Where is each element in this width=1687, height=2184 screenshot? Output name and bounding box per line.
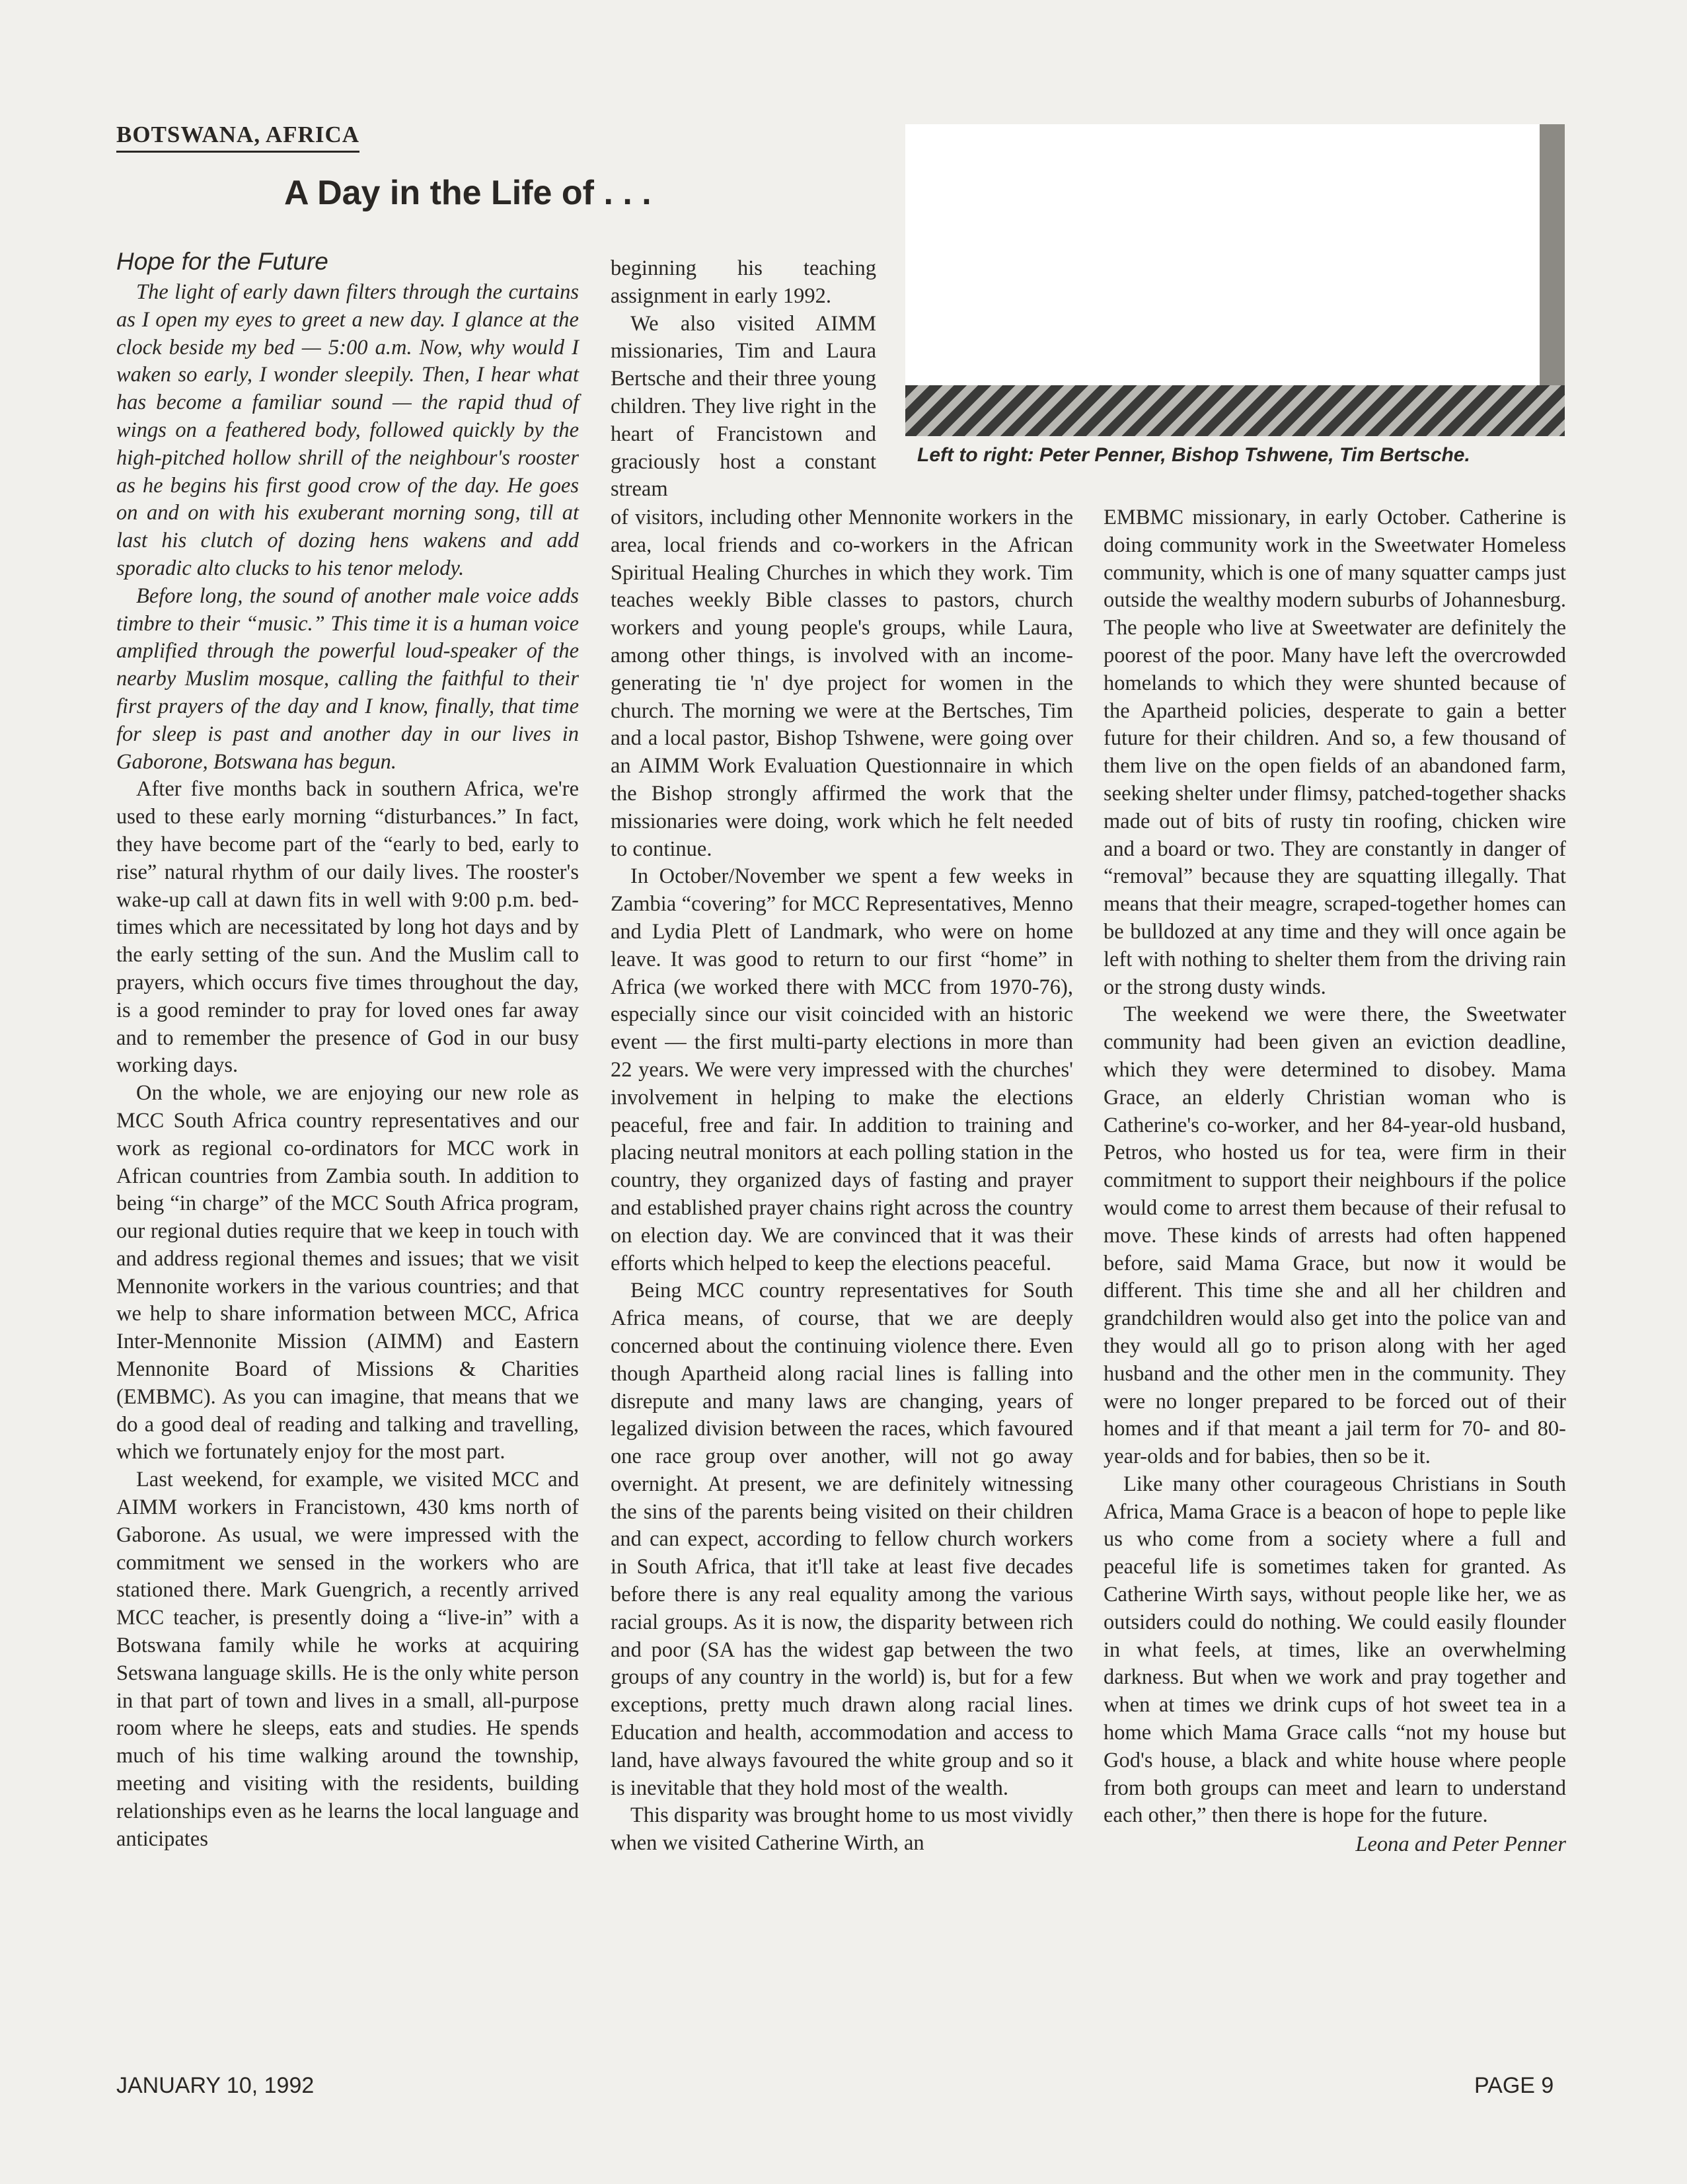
paragraph: Like many other courageous Christians in South Africa, Mama Grace is a beacon of hope to peple like us who come from a society where a full and peaceful life is sometimes taken for granted. As Catherine Wirth says, without people like her, we as outsiders could do nothing. We could easily flounder in what feels, at times, like an overwhelming darkness. But when we work and pray together and when at times we drink cups of hot sweet tea in a home which Mama Grace calls “not my house but God's house, a black and white house where people from both groups can meet and learn to understand each other,” then there is hope for the future.: [1104, 1472, 1566, 1828]
photo-caption: Left to right: Peter Penner, Bishop Tshwene, Tim Bertsche.: [917, 444, 1470, 466]
paragraph: We also visited AIMM missionaries, Tim and Laura Bertsche and their three young children. They live right in the heart of Francistown and graciously host a constant stream: [611, 311, 876, 502]
paragraph: The weekend we were there, the Sweetwater community had been given an eviction deadline, which they were determined to disobey. Mama Grace, an elderly Christian woman who is Catherine's co-worker, and her 84-year-old husband, Petros, who hosted us for tea, were firm in their commitment to support their neighbours if the police would come to arrest them because of their refusal to move. These kinds of arrests had often happened before, said Mama Grace, but now it would be different. This time she and all her children and grandchildren would also get into the police van and they would all go to prison along with her aged husband and the other men in the community. They were no longer prepared to be forced out of their homes and if that meant a jail term for 70- and 80-year-olds and for babies, then so be it.: [1104, 1002, 1566, 1469]
paragraph: beginning his teaching assignment in early 1992.: [611, 256, 876, 308]
footer-date: JANUARY 10, 1992: [116, 2073, 315, 2098]
paragraph: This disparity was brought home to us most vividly when we visited Catherine Wirth, an: [611, 1803, 1073, 1856]
paragraph: After five months back in southern Africa, we're used to these early morning “disturbances.” In fact, they have become part of the “early to bed, early to rise” natural rhythm of our daily lives. The rooster's wake-up call at dawn fits in well with 9:00 p.m. bed-times which are necessitated by long hot days and by the early setting of the sun. And the Muslim call to prayers, which occurs five times throughout the day, is a good reminder to pray for loved ones far away and to remember the presence of God in our busy working days.: [116, 777, 579, 1078]
headline: A Day in the Life of . . .: [284, 174, 652, 212]
column-2-top: [611, 255, 876, 504]
paragraph: Last weekend, for example, we visited MCC and AIMM workers in Francistown, 430 kms north of Gaborone. As usual, we were impressed with the commitment we sensed in the workers who are stationed there. Mark Guengrich, a recently arrived MCC teacher, is presently doing a “live-in” with a Botswana family while he works at acquiring Setswana language skills. He is the only white person in that part of town and lives in a small, all-purpose room where he sleeps, eats and studies. He spends much of his time walking around the township, meeting and visiting with the residents, building relationships even as he learns the local language and anticipates: [116, 1468, 579, 1851]
signature: Leona and Peter Penner: [1355, 1832, 1566, 1857]
paragraph: In October/November we spent a few weeks in Zambia “covering” for MCC Representatives, Menno and Lydia Plett of Landmark, who were on home leave. It was good to return to our first “home” in Africa (we worked there with MCC from 1970-76), especially since our visit coincided with an historic event — the first multi-party elections in more than 22 years. We were very impressed with the churches' involvement in helping to make the elections peaceful, free and fair. In addition to training and placing neutral monitors at each polling station in the country, they organized days of fasting and prayer and established prayer chains right across the country on election day. We are convinced that it was their efforts which helped to keep the elections peaceful.: [611, 864, 1073, 1275]
paragraph: On the whole, we are enjoying our new role as MCC South Africa country representatives and our work as regional co-ordinators for MCC work in African countries from Zambia south. In addition to being “in charge” of the MCC South Africa program, our regional duties require that we keep in touch with and address regional themes and issues; that we visit Mennonite workers in the various countries; and that we help to share information between MCC, Africa Inter-Mennonite Mission (AIMM) and Eastern Mennonite Board of Missions & Charities (EMBMC). As you can imagine, that means that we do a good deal of reading and talking and travelling, which we fortunately enjoy for the most part.: [116, 1081, 579, 1464]
column-1: [116, 247, 579, 1853]
paragraph: of visitors, including other Mennonite workers in the area, local friends and co-workers in the African Spiritual Healing Churches in which they work. Tim teaches weekly Bible classes to pastors, church workers and young people's groups, while Laura, among other things, is involved with an income-generating tie 'n' dye project for women in the church. The morning we were at the Bertsches, Tim and a local pastor, Bishop Tshwene, were going over an AIMM Work Evaluation Questionnaire in which the Bishop strongly affirmed the work that the missionaries were doing, work which he felt needed to continue.: [611, 506, 1073, 861]
intro-paragraph: The light of early dawn filters through the curtains as I open my eyes to greet a new day. I glance at the clock beside my bed — 5:00 a.m. Now, why would I waken so early, I wonder sleepily. Then, I hear what has become a familiar sound — the rapid thud of wings on a feathered body, followed quickly by the high-pitched hollow shrill of the neighbour's rooster as he begins his first good crow of the day. He goes on and on with his exuberant morning song, till at last his clutch of dozing hens wakens and add sporadic alto clucks to his tenor melody.: [116, 280, 579, 580]
paragraph: Being MCC country representatives for South Africa means, of course, that we are deeply concerned about the continuing violence there. Even though Apartheid along racial lines is falling into disrepute and many laws are changing, years of legalized division between the races, which favoured one race group over another, will not go away overnight. At present, we are definitely witnessing the sins of the parents being visited on their children and can expect, according to fellow church workers in South Africa, that it'll take at least five decades before there is any real equality among the various racial groups. As it is now, the disparity between rich and poor (SA has the widest gap between the two groups of any country in the world) is, but for a few exceptions, pretty much drawn along racial lines. Education and health, accommodation and access to land, have always favoured the white group and so it is inevitable that they hold most of the wealth.: [611, 1279, 1073, 1800]
intro-paragraph: Before long, the sound of another male voice adds timbre to their “music.” This time it is a human voice amplified through the powerful loud-speaker of the nearby Muslim mosque, calling the faithful to their first prayers of the day and I know, finally, that time for sleep is past and another day in our lives in Gaborone, Botswana has begun.: [116, 584, 579, 774]
column-2: [611, 504, 1073, 1858]
section-label: BOTSWANA, AFRICA: [116, 122, 359, 153]
subheading: Hope for the Future: [116, 248, 328, 275]
footer-page-number: PAGE 9: [1474, 2073, 1554, 2098]
photo: [905, 124, 1565, 436]
paragraph: EMBMC missionary, in early October. Catherine is doing community work in the Sweetwater Homeless community, which is one of many squatter camps just outside the wealthy modern suburbs of Johannesburg. The people who live at Sweetwater are definitely the poorest of the poor. Many have left the overcrowded homelands to which they were shunted because of the Apartheid policies, desperate to gain a better future for their children. And so, a few thousand of them live on the open fields of an abandoned farm, seeking shelter under flimsy, patched-together shacks made out of bits of rusty tin roofing, chicken wire and a board or two. They are constantly in danger of “removal” because they are squatting illegally. That means that their meagre, scraped-together homes can be bulldozed at any time and they will once again be left with nothing to shelter them from the driving rain or the strong dusty winds.: [1104, 506, 1566, 999]
column-3: [1104, 504, 1566, 1859]
